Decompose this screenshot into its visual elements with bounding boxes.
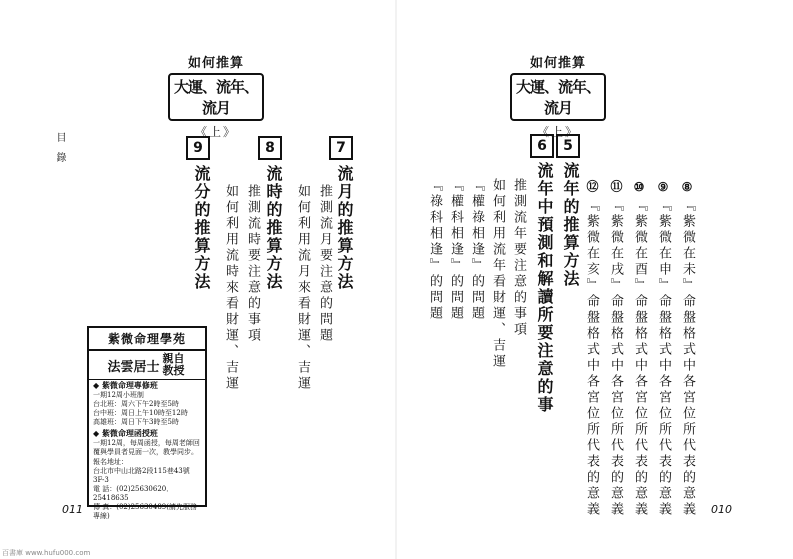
list-item-8-text: 『紫微在未』命盤格式中各宮位所代表的意義 — [680, 198, 695, 518]
section-5-title: 流年的推算方法 — [561, 162, 580, 288]
page-number-right: 010 — [711, 503, 732, 516]
page-number-left: 011 — [62, 503, 83, 516]
section-6-title: 流年中預測和解讀所要注意的事 — [535, 162, 554, 414]
advert-title: 紫微命理學苑 — [89, 328, 205, 351]
advert-course1-line: 台中班：周日上午10時至12時 — [93, 409, 188, 417]
advert-fax: 傳 真：(02)25630489(請先服務專線) — [93, 503, 197, 520]
advert-teach-mode: 親自教授 — [162, 352, 185, 377]
watermark: 百書庫 www.hufu000.com — [2, 549, 91, 557]
section-6-number: 6 — [530, 134, 554, 158]
logo-line1: 如何推算 — [529, 56, 586, 71]
advert-course1-line: 一期12周小班制 — [93, 391, 144, 399]
advert-course2-line: 覆與學員者見面一次，教學同步。 — [93, 448, 198, 456]
section-9-number: 9 — [186, 136, 210, 160]
list-item-11-text: 『紫微在戌』命盤格式中各宮位所代表的意義 — [608, 198, 623, 518]
left-page — [0, 0, 396, 559]
list-item-8-number: ⑧ — [680, 180, 694, 194]
list-item-11-number: ⑪ — [609, 180, 623, 192]
advert-address-line: 台北市中山北路2段115巷43號3F-3 — [93, 467, 190, 484]
section-6-item-4: 『權科相逢』的問題 — [448, 178, 463, 322]
advert-phone: 電 話：(02)25630620．25418635 — [93, 485, 174, 502]
right-page — [397, 0, 793, 559]
advert-address-label: 報名地址： — [93, 458, 128, 466]
logo-line3: 《上》 — [536, 125, 579, 139]
section-8-item-1: 推測流時要注意的事項 — [245, 184, 260, 344]
list-item-10-text: 『紫微在酉』命盤格式中各宮位所代表的意義 — [632, 198, 647, 518]
section-9-title: 流分的推算方法 — [192, 165, 211, 291]
advert-course2-title: 紫微命理函授班 — [101, 428, 158, 438]
logo-line3: 《上》 — [194, 125, 237, 139]
list-item-9-number: ⑨ — [656, 180, 670, 194]
section-7-item-2: 如何利用流月來看財運、吉運 — [295, 184, 310, 392]
advert-course2-line: 一期12周，每周函授，每周老師回 — [93, 439, 200, 447]
section-7-title: 流月的推算方法 — [335, 165, 354, 291]
advert-course2: ◆ 紫微命理函授班 一期12周，每周函授，每周老師回 覆與學員者見面一次，教學同步。 — [93, 428, 200, 456]
toc-side-label: 目錄 — [54, 132, 65, 172]
section-8-title: 流時的推算方法 — [264, 165, 283, 291]
advert-course1: ◆ 紫微命理專修班 一期12周小班制 台北班：周六下午2時至5時 台中班：周日上午10時至12時 高雄班：周日下午3時至5時 — [89, 380, 205, 428]
logo-line2: 大運、流年、流月 — [168, 73, 264, 121]
book-logo — [510, 52, 606, 140]
section-7-number: 7 — [329, 136, 353, 160]
list-item-12-number: ⑫ — [585, 180, 599, 192]
advert-address — [89, 458, 205, 521]
section-5-number: 5 — [556, 134, 580, 158]
section-6-item-3: 『權祿相逢』的問題 — [469, 178, 484, 322]
section-8-number: 8 — [258, 136, 282, 160]
advert-course1-line: 高雄班：周日下午3時至5時 — [93, 418, 179, 426]
section-6-item-5: 『祿科相逢』的問題 — [427, 178, 442, 322]
list-item-9-text: 『紫微在申』命盤格式中各宮位所代表的意義 — [656, 198, 671, 518]
book-logo — [168, 52, 264, 140]
advert-course1-title: 紫微命理專修班 — [101, 380, 158, 390]
advert-course1-line: 台北班：周六下午2時至5時 — [93, 400, 179, 408]
list-item-12-text: 『紫微在亥』命盤格式中各宮位所代表的意義 — [584, 198, 599, 518]
school-advert — [87, 326, 207, 520]
list-item-10-number: ⑩ — [632, 180, 646, 194]
advert-teacher-row — [89, 351, 205, 380]
section-7-item-1: 推測流月要注意的問題 — [317, 184, 332, 344]
logo-line2: 大運、流年、流月 — [510, 73, 606, 121]
section-6-item-2: 如何利用流年看財運、吉運 — [490, 178, 505, 370]
section-8-item-2: 如何利用流時來看財運、吉運 — [223, 184, 238, 392]
advert-teacher-name: 法雲居士 — [107, 359, 160, 375]
logo-line1: 如何推算 — [187, 56, 244, 71]
section-6-item-1: 推測流年要注意的事項 — [511, 178, 526, 338]
